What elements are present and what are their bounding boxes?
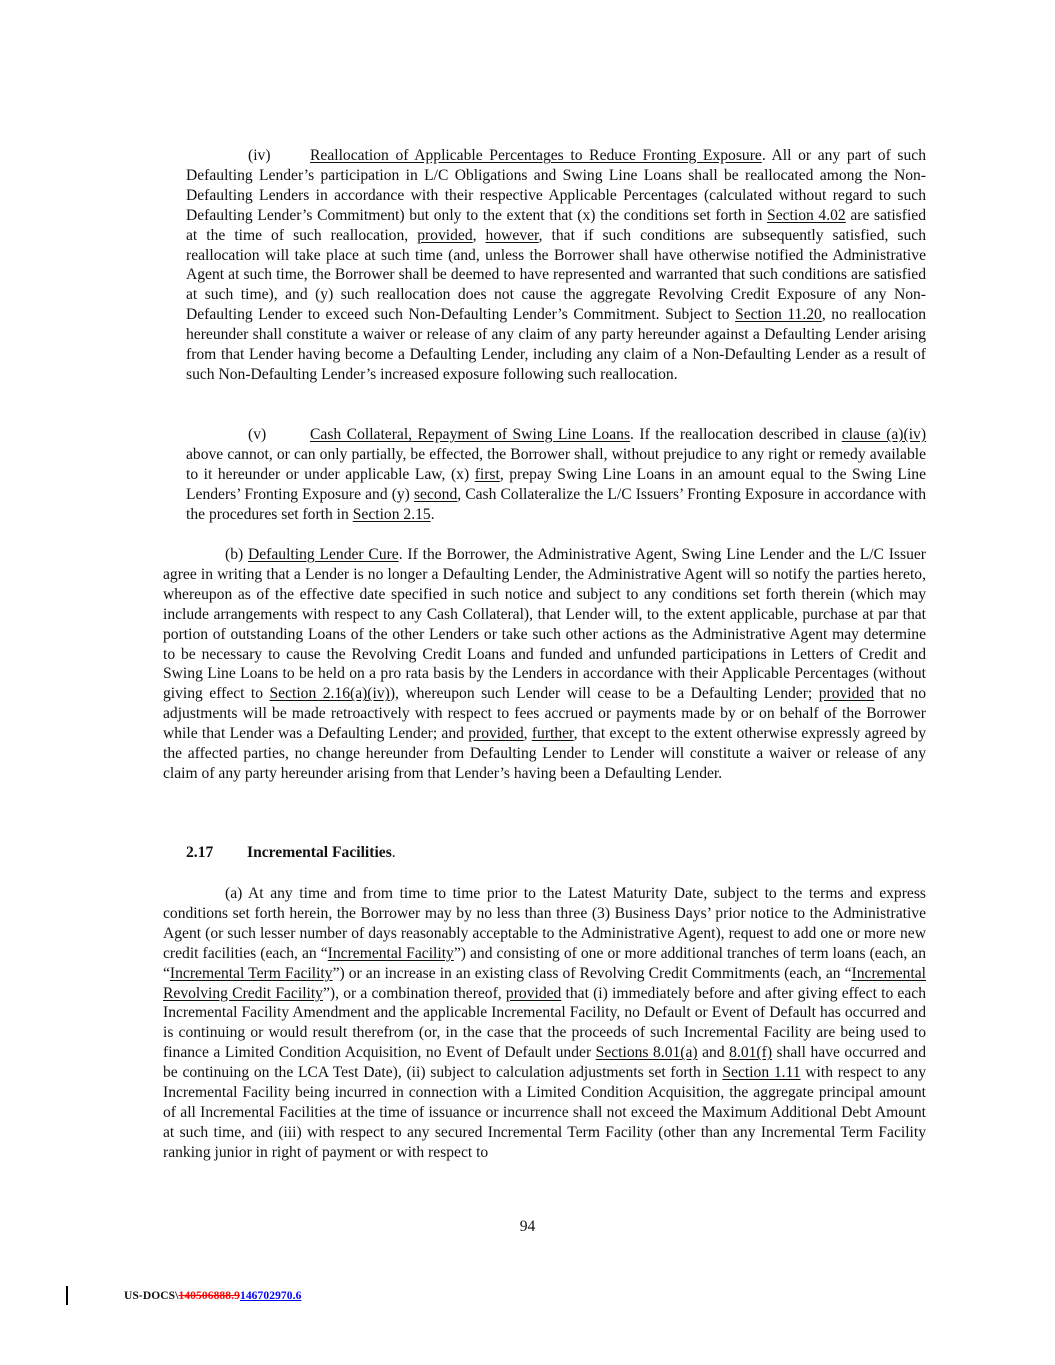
paragraph-number: (b) [225,546,248,563]
defined-term-second: second [413,485,458,503]
defined-term: Incremental Revolving Credit Facility [163,964,926,1002]
defined-term-provided: provided [505,984,562,1002]
cross-reference: Section 11.20 [735,306,822,324]
cross-reference: Sections 8.01(a) [595,1044,698,1062]
paragraph-heading: Reallocation of Applicable Percentages to Reduce Fronting Exposure [310,147,762,164]
revision-change-bar [66,1286,68,1305]
defined-term-provided: provided [417,226,473,244]
defined-term: Incremental Term Facility [169,964,333,982]
paragraph-heading: Defaulting Lender Cure [247,546,399,563]
defined-term-provided: provided [468,725,524,743]
paragraph-number: (a) [225,885,249,902]
defined-term: Incremental Facility [327,944,454,962]
footer-document-id [124,1290,301,1302]
defined-term-however: however [485,226,539,244]
deleted-doc-id: 140506888.9 [178,1290,240,1302]
footer-prefix: US-DOCS\ [124,1290,179,1302]
defined-term-first: first [474,465,500,483]
cross-reference: Section 2.16(a)(iv) [269,685,390,703]
defined-term-further: further [531,725,574,743]
paragraph-2-17-a: (a) At any time and from time to time prior to the Latest Maturity Date, subject to the terms and express conditions set forth herein, the Borrower may by no less than three (3) Business Days’ prior notice to the Administrative Agent (or such lesser number of days reasonably acceptable to the Administrative Agent), request to add one or more new credit facilities (each, an “Incremental Facility”) and consisting of one or more additional tranches of term loans (each, an “Incremental Term Facility”) or an increase in an existing class of Revolving Credit Commitments (each, an “Incremental Revolving Credit Facility”), or a combination thereof, provided that (i) immediately before and after giving effect to each Incremental Facility Amendment and the applicable Incremental Facility, no Default or Event of Default has occurred and is continuing or would result therefrom (or, in the case that the proceeds of such Incremental Facility are being used to finance a Limited Condition Acquisition, no Event of Default under Sections 8.01(a) and 8.01(f) shall have occurred and be continuing on the LCA Test Date), (ii) subject to calculation adjustments set forth in Section 1.11 with respect to any Incremental Facility being incurred in connection with a Limited Condition Acquisition, the aggregate principal amount of all Incremental Facilities at the time of issuance or incurrence shall not exceed the Maximum Additional Debt Amount at such time, and (iii) with respect to any secured Incremental Term Facility (other than any Incremental Term Facility ranking junior in right of payment or with respect to [163,885,927,1161]
cross-reference: 8.01(f) [729,1044,773,1062]
section-number: 2.17 [186,844,214,861]
paragraph-number: (iv) [248,147,271,164]
inserted-doc-id: 146702970.6 [239,1290,302,1302]
section-title: Incremental Facilities [247,844,392,861]
paragraph-iv: (iv) Reallocation of Applicable Percentages to Reduce Fronting Exposure. All or any part of such Defaulting Lender’s participation in L/C Obligations and Swing Line Loans shall be reallocated among the Non-Defaulting Lenders in accordance with their respective Applicable Percentages (calculated without regard to such Defaulting Lender’s Commitment) but only to the extent that (x) the conditions set forth in Section 4.02 are satisfied at the time of such reallocation, provided, however, that if such conditions are subsequently satisfied, such reallocation will take place at such time (and, unless the Borrower shall have otherwise notified the Administrative Agent at such time, the Borrower shall be deemed to have represented and warranted that such conditions are satisfied at such time), and (y) such reallocation does not cause the aggregate Revolving Credit Exposure of any Non-Defaulting Lender to exceed such Non-Defaulting Lender’s Commitment. Subject to Section 11.20, no reallocation hereunder shall constitute a waiver or release of any claim of any party hereunder against a Defaulting Lender arising from that Lender having become a Defaulting Lender, including any claim of a Non-Defaulting Lender as a result of such Non-Defaulting Lender’s increased exposure following such reallocation. [186,147,927,383]
cross-reference: Section 2.15 [352,505,431,523]
paragraph-number: (v) [248,426,267,443]
page-number: 94 [519,1218,536,1235]
section-heading: 2.17 Incremental Facilities. [186,844,396,861]
paragraph-heading: Cash Collateral, Repayment of Swing Line Loans [310,426,631,443]
cross-reference: Section 4.02 [767,206,846,224]
cross-reference: Section 1.11 [722,1064,801,1082]
paragraph-b: (b) Defaulting Lender Cure. If the Borrower, the Administrative Agent, Swing Line Lender and the L/C Issuer agree in writing that a Lender is no longer a Defaulting Lender, the Administrative Agent will so notify the parties hereto, whereupon as of the effective date specified in such notice and subject to any conditions set forth therein (which may include arrangements with respect to any Cash Collateral), that Lender will, to the extent applicable, purchase at par that portion of outstanding Loans of the other Lenders or take such other actions as the Administrative Agent may determine to be necessary to cause the Revolving Credit Loans and funded and unfunded participations in Letters of Credit and Swing Line Loans to be held on a pro rata basis by the Lenders in accordance with their Applicable Percentages (without giving effect to Section 2.16(a)(iv)), whereupon such Lender will cease to be a Defaulting Lender; provided that no adjustments will be made retroactively with respect to fees accrued or payments made by or on behalf of the Borrower while that Lender was a Defaulting Lender; and provided, further, that except to the extent otherwise expressly agreed by the affected parties, no change hereunder from Defaulting Lender to Lender will constitute a waiver or release of any claim of any party hereunder arising from that Lender’s having been a Defaulting Lender. [163,546,926,782]
defined-term-provided: provided [818,685,875,703]
cross-reference: clause (a)(iv) [841,426,927,443]
paragraph-v: (v) Cash Collateral, Repayment of Swing Line Loans. If the reallocation described in clause (a)(iv) above cannot, or can only partially, be effected, the Borrower shall, without prejudice to any right or remedy available to it hereunder or under applicable Law, (x) first, prepay Swing Line Loans in an amount equal to the Swing Line Lenders’ Fronting Exposure and (y) second, Cash Collateralize the L/C Issuers’ Fronting Exposure in accordance with the procedures set forth in Section 2.15. [186,426,927,523]
